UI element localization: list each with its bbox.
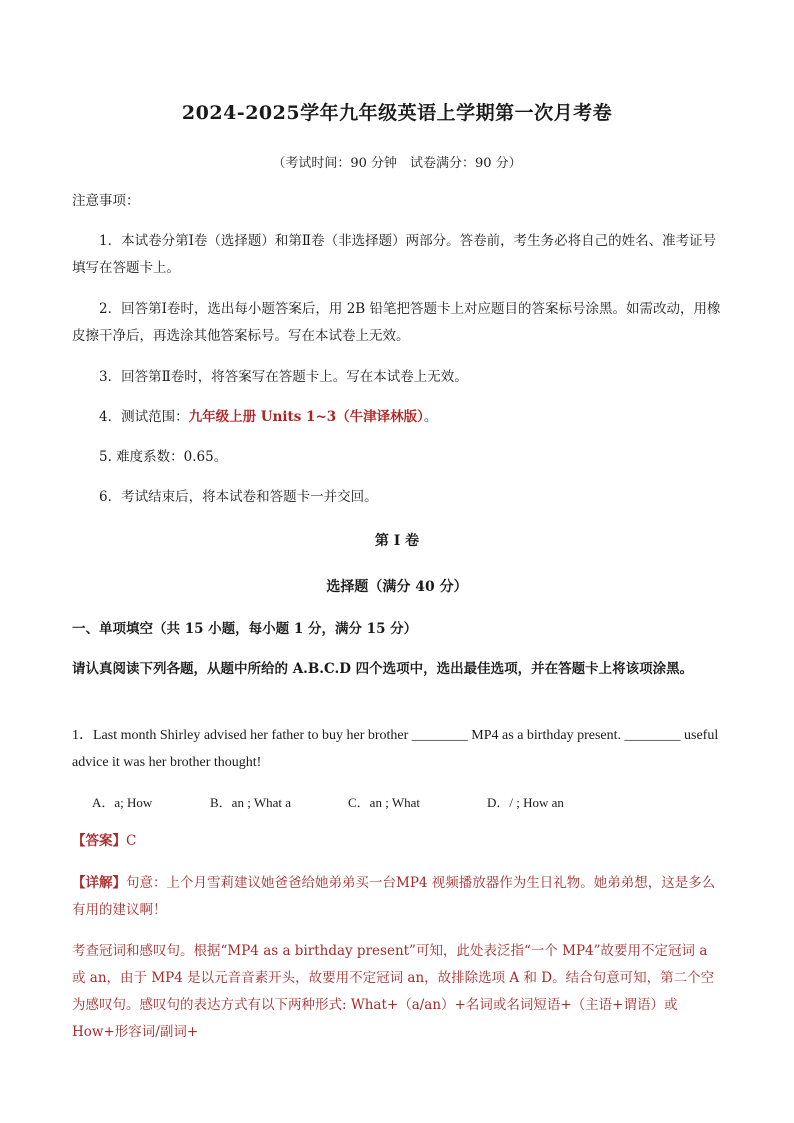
question-section-heading: 一、单项填空（共 15 小题，每小题 1 分，满分 15 分） [72,621,418,637]
notice-item-4-prefix: 4．测试范围： [99,409,189,425]
notice-item-6: 6．考试结束后，将本试卷和答题卡一并交回。 [99,489,378,505]
volume-heading: 第 I 卷 [374,533,420,549]
answer-value: C [126,833,137,849]
page-title: 2024-2025学年九年级英语上学期第一次月考卷 [181,102,613,124]
detail-paragraph [72,870,722,924]
part-heading: 选择题（满分 40 分） [326,579,468,595]
answer-line [72,828,722,855]
notice-item-1: 1．本试卷分第Ⅰ卷（选择题）和第Ⅱ卷（非选择题）两部分。答卷前，考生务必将自己的姓名、准考证号填写在答题卡上。 [72,233,717,276]
notice-item-3: 3．回答第Ⅱ卷时，将答案写在答题卡上。写在本试卷上无效。 [99,369,468,385]
notice-heading: 注意事项： [72,193,140,209]
instruction-text: 请认真阅读下列各题，从题中所给的 A.B.C.D 四个选项中，选出最佳选项，并在答题卡上将该项涂黑。 [72,661,694,677]
notice-item-4-suffix: 。 [423,409,438,425]
test-range: 九年级上册 Units 1~3（牛津译林版） [188,409,424,425]
notice-item-4 [72,404,722,431]
question-1-stem: 1．Last month Shirley advised her father to buy her brother ________ MP4 as a birthday present. ________ useful advice it was her brother thought! [72,728,719,770]
option-c: C．an ; What [348,795,420,810]
notice-item-5: 5. 难度系数：0.65。 [99,449,228,465]
exam-info: （考试时间：90 分钟 试卷满分：90 分） [272,156,522,171]
detail-label: 【详解】 [72,875,126,891]
analysis-paragraph: 考查冠词和感叹句。根据“MP4 as a birthday present”可知，此处表泛指“一个 MP4”故要用不定冠词 a 或 an，由于 MP4 是以元音音素开头，故要用不定冠词 an，故排除选项 A 和 D。结合句意可知，第二个空为感叹句。感叹句的表达方式有以下两种形式: What+（a/an）+名词或名词短语+（主语+谓语）或 How+形容词/副词+ [72,943,715,1040]
option-a: A．a; How [92,795,153,810]
option-d: D．/ ; How an [487,795,564,810]
option-b: B．an ; What a [210,795,291,810]
notice-item-2: 2．回答第Ⅰ卷时，选出每小题答案后，用 2B 铅笔把答题卡上对应题目的答案标号涂黑。如需改动，用橡皮擦干净后，再选涂其他答案标号。写在本试卷上无效。 [72,301,721,344]
answer-label: 【答案】 [72,833,126,849]
detail-text: 句意：上个月雪莉建议她爸爸给她弟弟买一台MP4 视频播放器作为生日礼物。她弟弟想，这是多么有用的建议啊！ [72,875,716,918]
